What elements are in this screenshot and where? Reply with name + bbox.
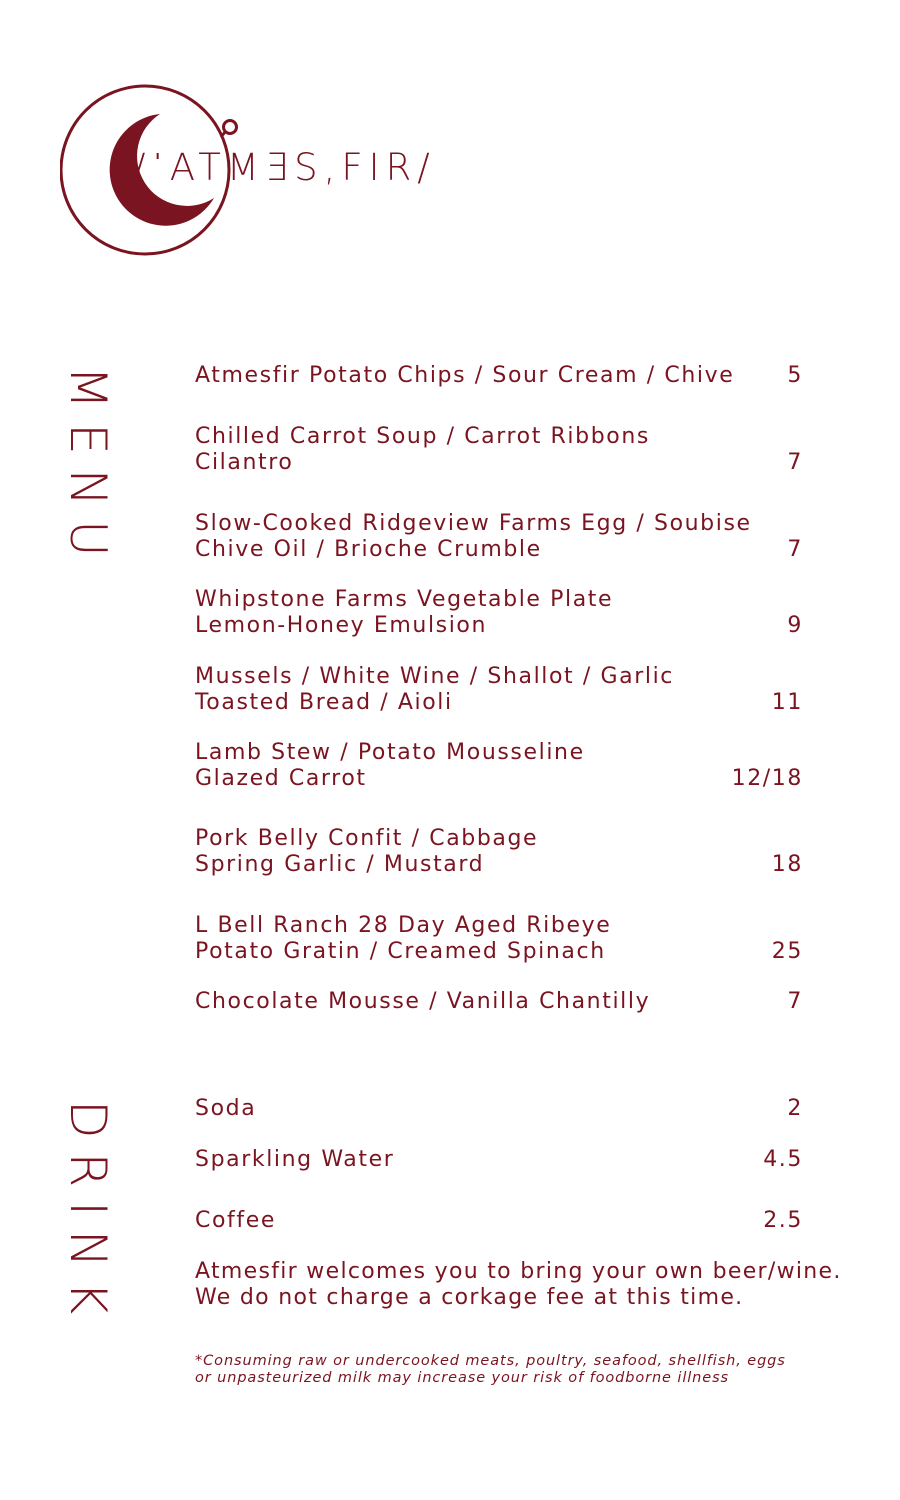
menu-item-line: Lemon-Honey Emulsion — [195, 613, 488, 638]
food-safety-disclaimer — [195, 1353, 835, 1387]
menu-item — [195, 363, 803, 389]
menu-item — [195, 740, 803, 792]
menu-item-price: 9 — [787, 613, 803, 638]
menu-item — [195, 913, 803, 965]
disclaimer-line: or unpasteurized milk may increase your risk of foodborne illness — [195, 1370, 729, 1386]
menu-item — [195, 424, 803, 476]
drink-item — [195, 1208, 803, 1234]
menu-item-price: 7 — [787, 450, 803, 475]
byob-note-line: We do not charge a corkage fee at this time. — [195, 1285, 744, 1310]
menu-item-line: Spring Garlic / Mustard — [195, 852, 485, 877]
menu-item-price: 11 — [771, 690, 803, 715]
logo-wordmark: /ˈATMƎS,FIR/ — [133, 146, 436, 189]
menu-item-line: Chilled Carrot Soup / Carrot Ribbons — [195, 424, 650, 449]
menu-item-price: 7 — [787, 989, 803, 1014]
byob-note-line: Atmesfir welcomes you to bring your own beer/wine. — [195, 1259, 842, 1284]
drink-item-price: 4.5 — [763, 1147, 803, 1172]
menu-item-line: Lamb Stew / Potato Mousseline — [195, 740, 585, 765]
drink-item-price: 2 — [787, 1096, 803, 1121]
menu-item-price: 7 — [787, 537, 803, 562]
menu-item-line: Atmesfir Potato Chips / Sour Cream / Chive — [195, 363, 735, 388]
menu-item-price: 12/18 — [731, 766, 803, 791]
menu-item-line: Chive Oil / Brioche Crumble — [195, 537, 542, 562]
menu-item-line: Chocolate Mousse / Vanilla Chantilly — [195, 989, 651, 1014]
drink-item — [195, 1096, 803, 1122]
drink-heading: DRINK — [59, 1100, 117, 1329]
menu-item-line: Whipstone Farms Vegetable Plate — [195, 587, 614, 612]
drink-item-price: 2.5 — [763, 1208, 803, 1233]
menu-item-line: Mussels / White Wine / Shallot / Garlic — [195, 664, 674, 689]
menu-item-price: 5 — [787, 363, 803, 388]
menu-item-line: Slow-Cooked Ridgeview Farms Egg / Soubise — [195, 511, 752, 536]
byob-note — [195, 1259, 842, 1311]
menu-item — [195, 989, 803, 1015]
drink-item-name: Sparkling Water — [195, 1147, 395, 1172]
menu-item — [195, 511, 803, 563]
drink-item-name: Soda — [195, 1096, 257, 1121]
menu-item — [195, 587, 803, 639]
drink-item — [195, 1147, 803, 1173]
menu-item-line: L Bell Ranch 28 Day Aged Ribeye — [195, 913, 612, 938]
menu-item-price: 18 — [771, 852, 803, 877]
menu-item-line: Glazed Carrot — [195, 766, 367, 791]
logo-small-ring — [224, 121, 237, 134]
menu-item-line: Potato Gratin / Creamed Spinach — [195, 939, 606, 964]
menu-item-line: Cilantro — [195, 450, 294, 475]
disclaimer-line: *Consuming raw or undercooked meats, poultry, seafood, shellfish, eggs — [195, 1353, 786, 1369]
menu-heading: MENU — [59, 366, 117, 571]
menu-item-price: 25 — [771, 939, 803, 964]
menu-item-line: Toasted Bread / Aioli — [195, 690, 453, 715]
menu-item-line: Pork Belly Confit / Cabbage — [195, 826, 539, 851]
drink-item-name: Coffee — [195, 1208, 276, 1233]
menu-item — [195, 664, 803, 716]
menu-item — [195, 826, 803, 878]
